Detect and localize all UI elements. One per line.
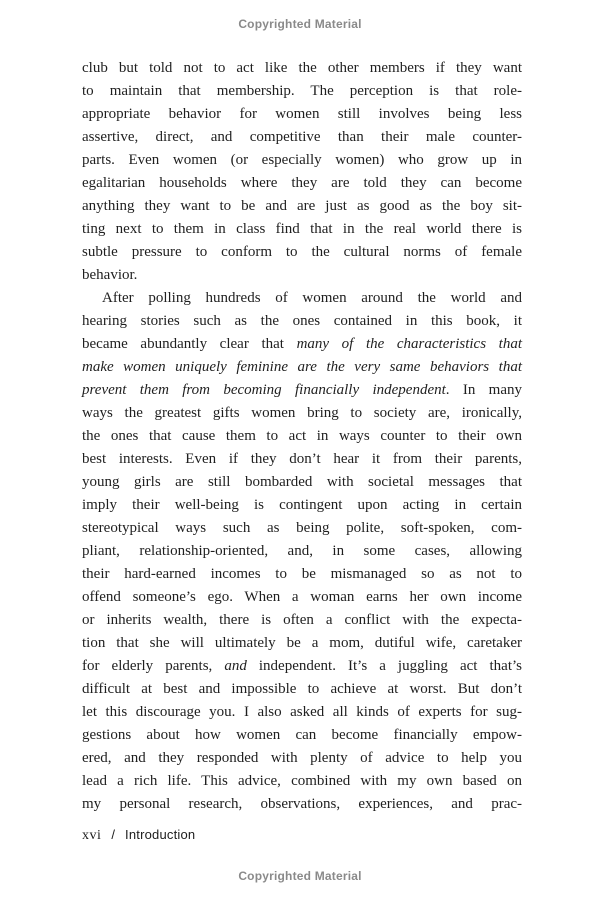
text-line: for elderly parents, and independent. It’s a juggling act that’s xyxy=(82,658,522,674)
text-line: best interests. Even if they don’t hear it from their parents, xyxy=(82,451,522,467)
text-line: tion that she will ultimately be a mom, dutiful wife, caretaker xyxy=(82,635,522,651)
text-line: club but told not to act like the other members if they want xyxy=(82,60,522,76)
text-line: anything they want to be and are just as good as the boy sit- xyxy=(82,198,522,214)
text-line: hearing stories such as the ones contained in this book, it xyxy=(82,313,522,329)
text-line: behavior. xyxy=(82,267,138,283)
text-line: ting next to them in class find that in the real world there is xyxy=(82,221,522,237)
footer-separator: / xyxy=(111,827,116,842)
section-title: Introduction xyxy=(125,827,196,842)
text-line: my personal research, observations, experiences, and prac- xyxy=(82,796,522,812)
text-line: prevent them from becoming financially independent. In many xyxy=(82,382,522,398)
text-line: became abundantly clear that many of the characteristics that xyxy=(82,336,523,352)
text-line: After polling hundreds of women around the world and xyxy=(102,290,522,306)
text-line: difficult at best and impossible to achieve at worst. But don’t xyxy=(82,681,522,697)
text-line: to maintain that membership. The perception is that role- xyxy=(82,83,522,99)
text-line: imply their well-being is contingent upon acting in certain xyxy=(82,497,522,513)
text-line: egalitarian households where they are told they can become xyxy=(82,175,522,191)
bottom-copyright-notice: Copyrighted Material xyxy=(238,869,362,883)
top-copyright-notice: Copyrighted Material xyxy=(238,17,362,31)
text-line: or inherits wealth, there is often a conflict with the expecta- xyxy=(82,612,522,628)
footer xyxy=(82,827,195,844)
text-line: parts. Even women (or especially women) who grow up in xyxy=(82,152,522,168)
text-line: lead a rich life. This advice, combined with my own based on xyxy=(82,773,522,789)
text-line: gestions about how women can become financially empow- xyxy=(82,727,522,743)
page-number: xvi xyxy=(82,828,102,843)
text-line: ered, and they responded with plenty of advice to help you xyxy=(82,750,522,766)
text-line: their hard-earned incomes to be mismanaged so as not to xyxy=(82,566,522,582)
body-text xyxy=(82,57,522,816)
text-line: offend someone’s ego. When a woman earns her own income xyxy=(82,589,522,605)
text-line: young girls are still bombarded with societal messages that xyxy=(82,474,522,490)
text-line: stereotypical ways such as being polite, soft-spoken, com- xyxy=(82,520,522,536)
text-line: appropriate behavior for women still involves being less xyxy=(82,106,522,122)
text-line: assertive, direct, and competitive than their male counter- xyxy=(82,129,522,145)
text-line: let this discourage you. I also asked all kinds of experts for sug- xyxy=(82,704,522,720)
text-line: make women uniquely feminine are the very same behaviors that xyxy=(82,359,522,375)
text-line: subtle pressure to conform to the cultural norms of female xyxy=(82,244,522,260)
text-line: the ones that cause them to act in ways counter to their own xyxy=(82,428,522,444)
text-line: ways the greatest gifts women bring to society are, ironically, xyxy=(82,405,522,421)
text-line: pliant, relationship-oriented, and, in some cases, allowing xyxy=(82,543,522,559)
